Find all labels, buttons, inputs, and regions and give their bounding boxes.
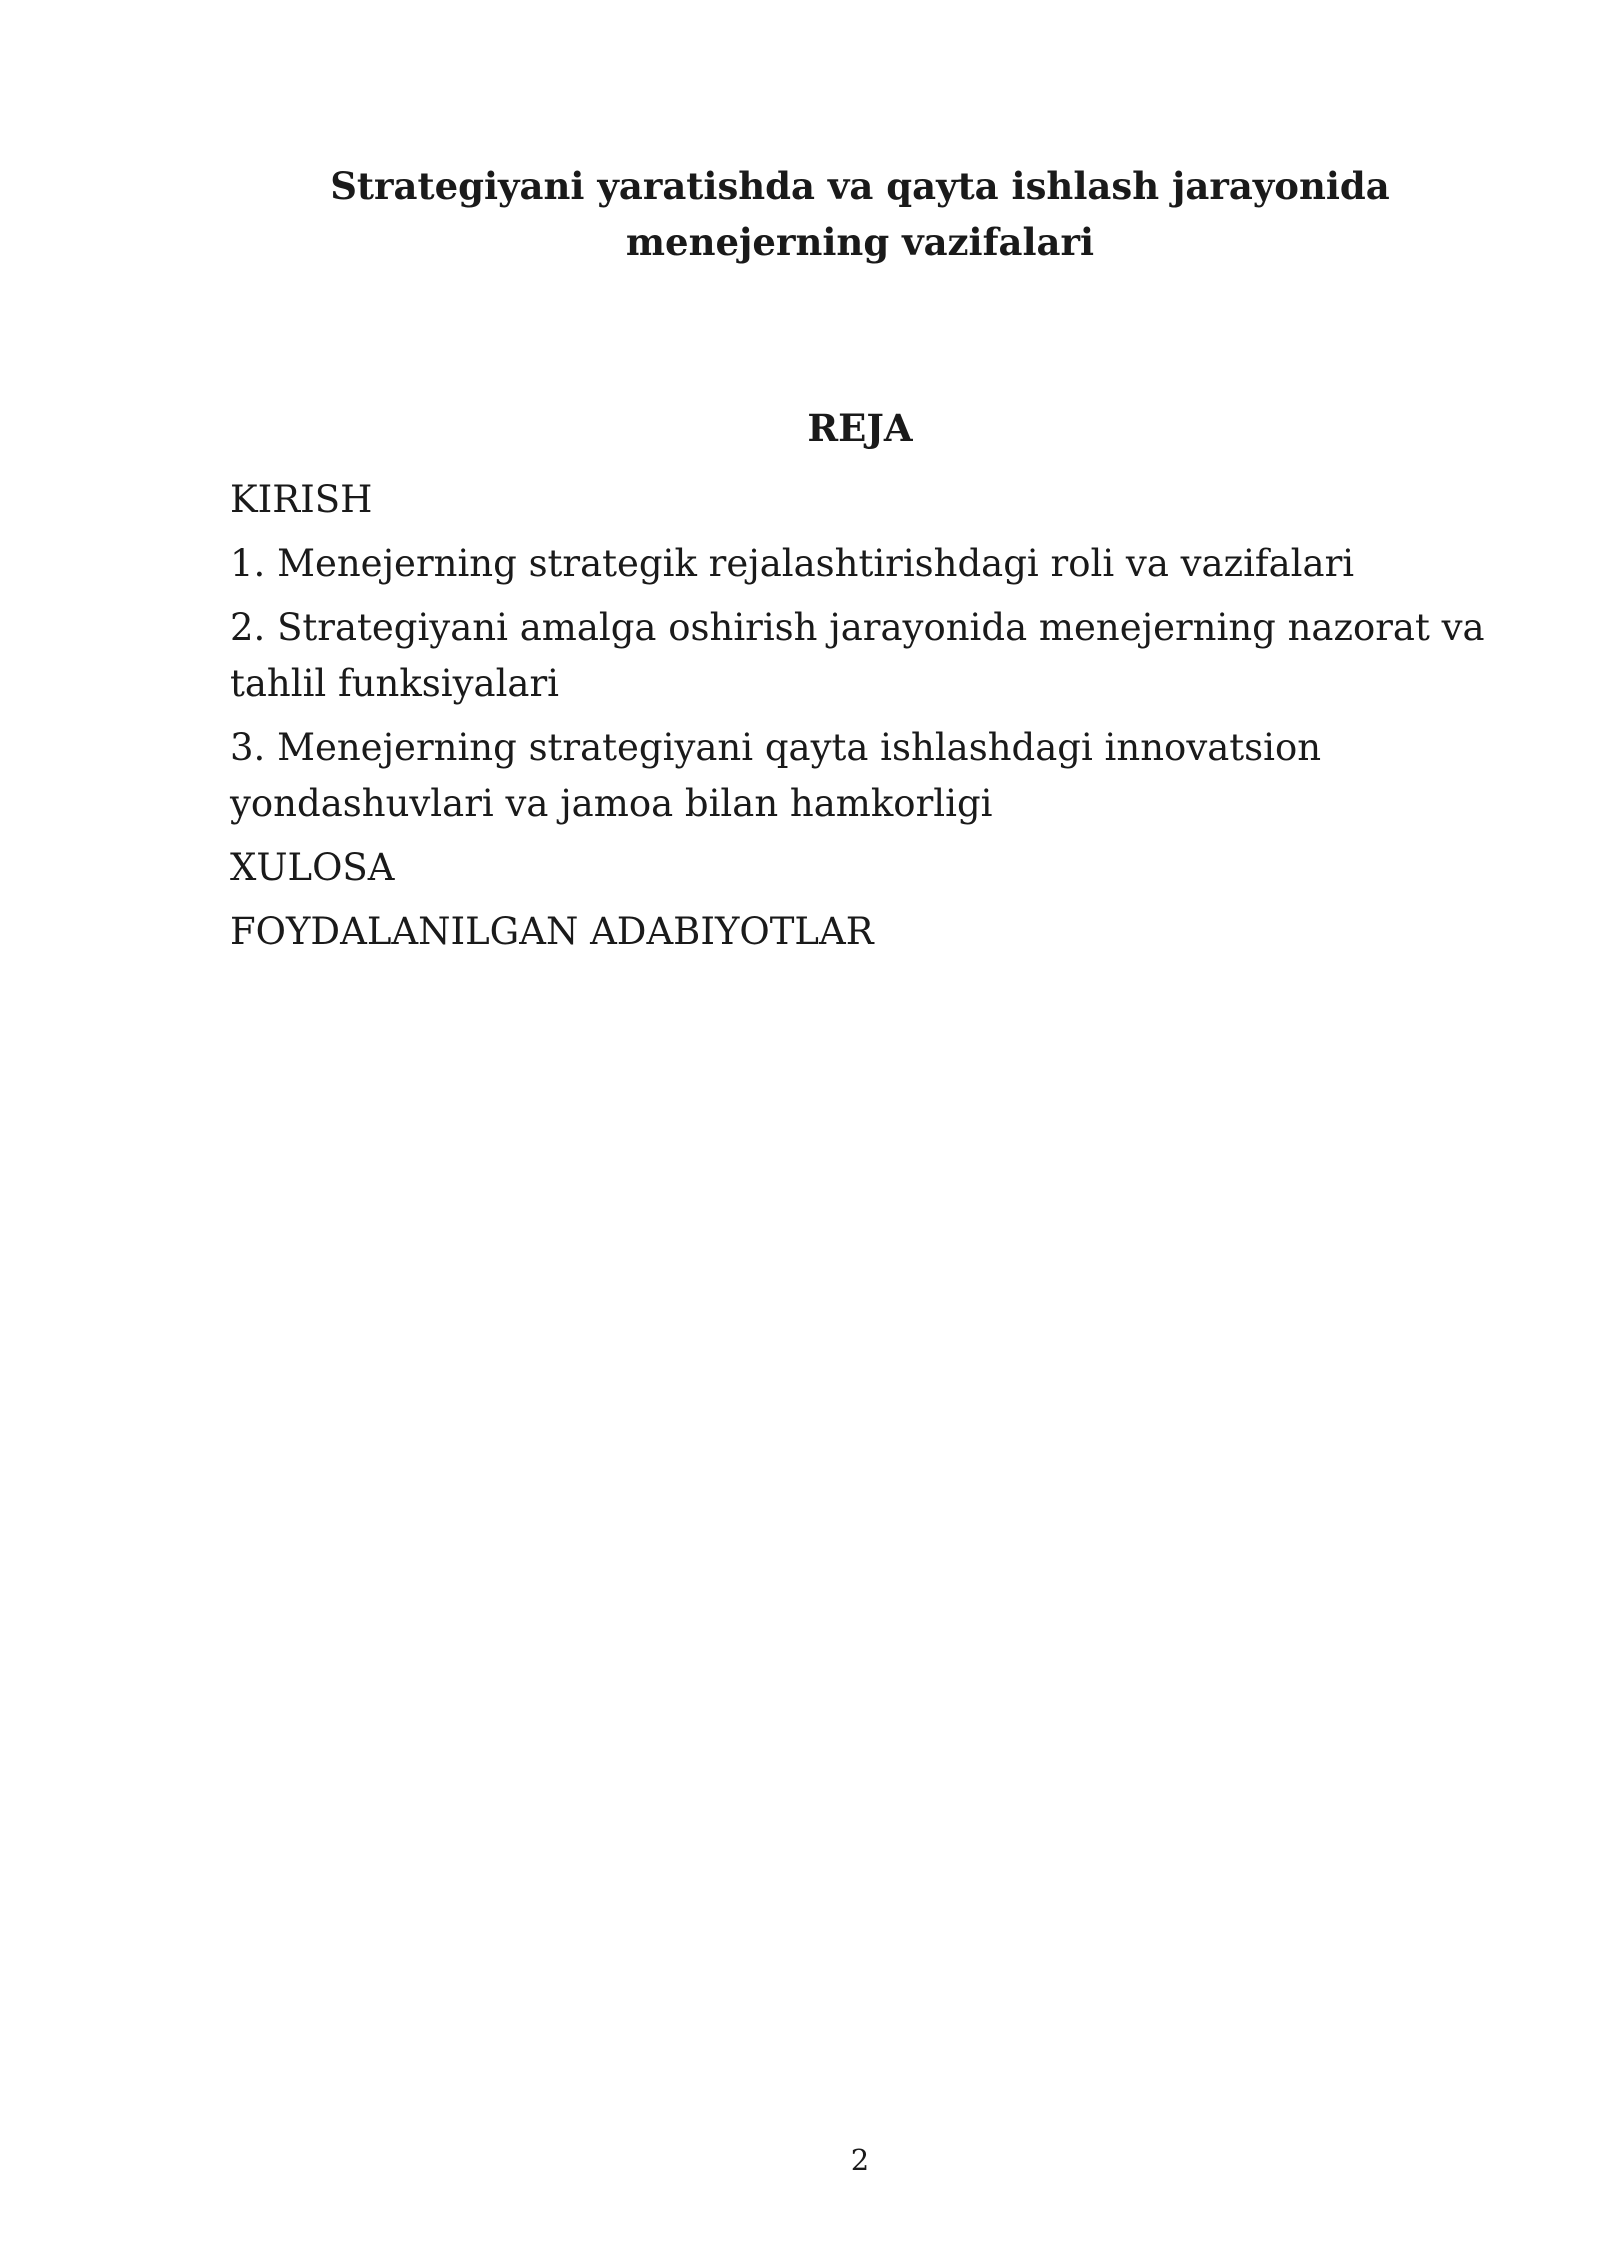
plan-heading: REJA xyxy=(807,406,913,450)
page-number: 2 xyxy=(850,2143,870,2177)
plan-item-3: 3. Menejerning strategiyani qayta ishlashdagi innovatsion yondashuvlari va jamoa bilan hamkorligi xyxy=(230,726,1322,825)
plan-item-introduction: KIRISH xyxy=(230,478,373,521)
document-title-line-1: Strategiyani yaratishda va qayta ishlash jarayonida xyxy=(330,164,1390,208)
document-title xyxy=(230,158,1490,270)
plan-item-conclusion: XULOSA xyxy=(230,846,395,889)
plan-list xyxy=(230,472,1490,968)
plan-item-1: 1. Menejerning strategik rejalashtirishdagi roli va vazifalari xyxy=(230,542,1355,585)
document-title-line-2: menejerning vazifalari xyxy=(625,220,1095,264)
plan-item-references: FOYDALANILGAN ADABIYOTLAR xyxy=(230,910,874,953)
plan-item-2: 2. Strategiyani amalga oshirish jarayonida menejerning nazorat va tahlil funksiyalari xyxy=(230,606,1485,705)
